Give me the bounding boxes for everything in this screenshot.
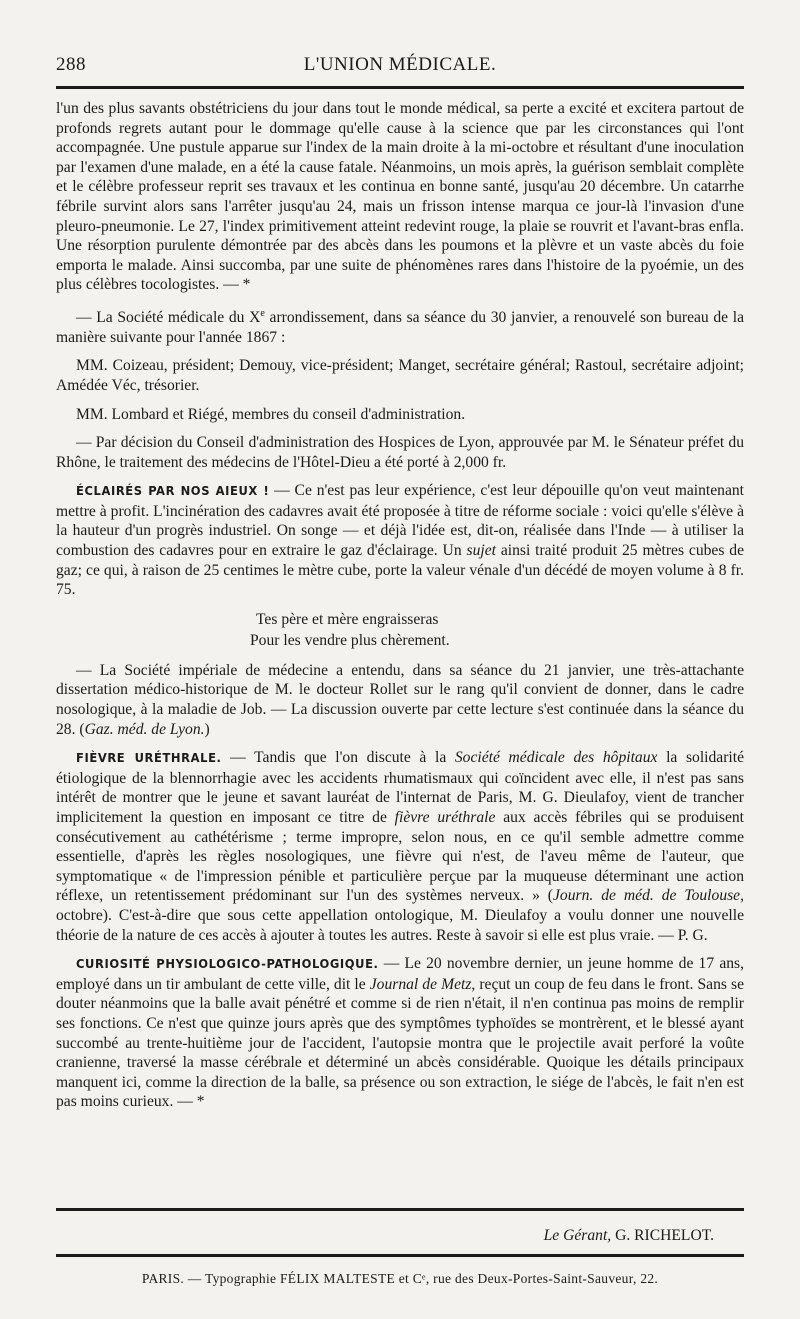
signature-block	[56, 1204, 744, 1245]
paragraph-obituary: l'un des plus savants obstétriciens du jour dans tout le monde médical, sa perte a excité et excitera partout de profonds regrets autant pour le dommage qu'elle cause à la science que par les circonstances qui l'ont accompagnée. Une pustule apparue sur l'index de la main droite à la mi-octobre et résultant d'une inoculation par l'examen d'une malade, en a été la cause fatale. Néanmoins, un mois après, la guérison semblait complète et le célèbre professeur reprit ses travaux et les continua en bonne santé, jusqu'au 20 décembre. Un catarrhe fébrile survint alors sans l'arrêter jusqu'au 24, mais un frisson intense marqua ce jour-là l'invasion d'une pleuro-pneumonie. Le 27, l'index primitivement atteint redevint rouge, la plaie se rouvrit et l'avant-bras enfla. Une résorption purulente démontrée par des abcès dans les poumons et la plèvre et un vaste abcès du foie emporta le malade. Ainsi succomba, par une suite de phénomènes rares dans l'histoire de la pyoémie, un des plus célèbres tocologistes. — *	[56, 100, 744, 294]
header-rule	[56, 86, 744, 89]
article-body	[56, 99, 744, 1112]
section-lead-curiosite: CURIOSITÉ PHYSIOLOGICO-PATHOLOGIQUE.	[76, 957, 379, 973]
footer-rule	[56, 1208, 744, 1211]
printer-line: PARIS. — Typographie FÉLIX MALTESTE et Cᵉ, rue des Deux-Portes-Saint-Sauveur, 22.	[141, 1271, 659, 1286]
section-lead-fievre: FIÈVRE URÉTHRALE.	[76, 751, 222, 767]
verse-line-1: Tes père et mère engraisseras	[256, 610, 439, 628]
section-lead-eclaires: ÉCLAIRÉS PAR NOS AIEUX !	[76, 484, 270, 500]
journal-title: L'UNION MÉDICALE.	[303, 54, 497, 75]
paragraph-societe-medicale: — La Société médicale du Xe arrondissement, dans sa séance du 30 janvier, a renouvelé son bureau de la manière suivante pour l'année 1867 :	[56, 307, 745, 346]
running-header	[56, 46, 744, 82]
paragraph-curiosite: CURIOSITÉ PHYSIOLOGICO-PATHOLOGIQUE. — Le 20 novembre dernier, un jeune homme de 17 ans, employé dans un tir ambulant de cette ville, dit le Journal de Metz, reçut un coup de feu dans le front. Sans se douter néanmoins que la balle avait pénétré et comme si de rien n'était, il n'en continua pas moins de remplir ses fonctions. Ce n'est que quinze jours après que des symptômes typhoïdes se montrèrent, et le blessé ayant succombé au trente-huitième jour de l'accident, l'autopsie montra que le projectile avait perforé la voûte cranienne, traversé la masse cérébrale et déterminé un abcès considérable. Quoique les détails principaux manquent ici, comme la direction de la balle, sa présence ou son extraction, le siége de l'abcès, le fait n'en est pas moins curieux. — *	[56, 955, 744, 1111]
paragraph-societe-imperiale: — La Société impériale de médecine a entendu, dans sa séance du 21 janvier, une très-attachante dissertation médico-historique de M. le docteur Rollet sur le rang qu'il convient de donner, dans le cadre nosologique, à la maladie de Job. — La discussion ouverte par cette lecture s'est continuée dans la séance du 28. (Gaz. méd. de Lyon.)	[56, 661, 744, 738]
verse-line-2: Pour les vendre plus chèrement.	[250, 631, 450, 649]
page-number: 288	[56, 54, 86, 75]
imprint-rule	[56, 1254, 744, 1257]
paragraph-bureau-members: MM. Coizeau, président; Demouy, vice-président; Manget, secrétaire général; Rastoul, secrétaire adjoint; Amédée Véc, trésorier.	[56, 357, 744, 394]
page	[56, 46, 744, 1121]
paragraph-conseil-members: MM. Lombard et Riégé, membres du conseil d'administration.	[76, 405, 466, 423]
signature: Le Gérant, G. RICHELOT.	[543, 1227, 714, 1244]
paragraph-fievre-urethrale: FIÈVRE URÉTHRALE. — Tandis que l'on discute à la Société médicale des hôpitaux la solidarité étiologique de la blennorrhagie avec les accidents rhumatismaux qui coïncident avec elle, il n'est pas sans intérêt de montrer que le jeune et savant lauréat de l'internat de Paris, M. G. Dieulafoy, vient de trancher implicitement la question en imposant ce titre de fièvre uréthrale aux accès fébriles qui se produisent consécutivement au cathétérisme ; terme impropre, selon nous, en ce qu'il semble admettre comme essentielle, d'après les règles nosologiques, une fièvre qui n'est, de l'aveu même de l'auteur, que symptomatique « de l'impression pénible et particulière perçue par la muqueuse déterminant une action réflexe, un retentissement prédominant sur l'un des systèmes nerveux. » (Journ. de méd. de Toulouse, octobre). C'est-à-dire que sous cette appellation ontologique, M. Dieulafoy a voulu donner une nouvelle théorie de la nature de ces accès à ajouter à toutes les autres. Reste à savoir si elle est plus vraie. — P. G.	[56, 749, 745, 944]
verse-quote	[250, 609, 744, 651]
paragraph-eclaires: ÉCLAIRÉS PAR NOS AIEUX ! — Ce n'est pas leur expérience, c'est leur dépouille qu'on veut maintenant mettre à profit. L'incinération des cadavres avait été proposée à titre de réforme sociale : voici qu'elle s'élève à la hauteur d'un progrès industriel. On songe — et déjà l'idée est, dit-on, réalisée dans l'Inde — à utiliser la combustion des cadavres pour en extraire le gaz d'éclairage. Un sujet ainsi traité produit 25 mètres cubes de gaz; ce qui, à raison de 25 centimes le mètre cube, porte la valeur vénale d'un décédé de moyen volume à 8 fr. 75.	[56, 482, 744, 599]
paragraph-hospices-lyon: — Par décision du Conseil d'administration des Hospices de Lyon, approuvée par M. le Sénateur préfet du Rhône, le traitement des médecins de l'Hôtel-Dieu a été porté à 2,000 fr.	[56, 434, 744, 471]
imprint-block	[56, 1250, 744, 1287]
